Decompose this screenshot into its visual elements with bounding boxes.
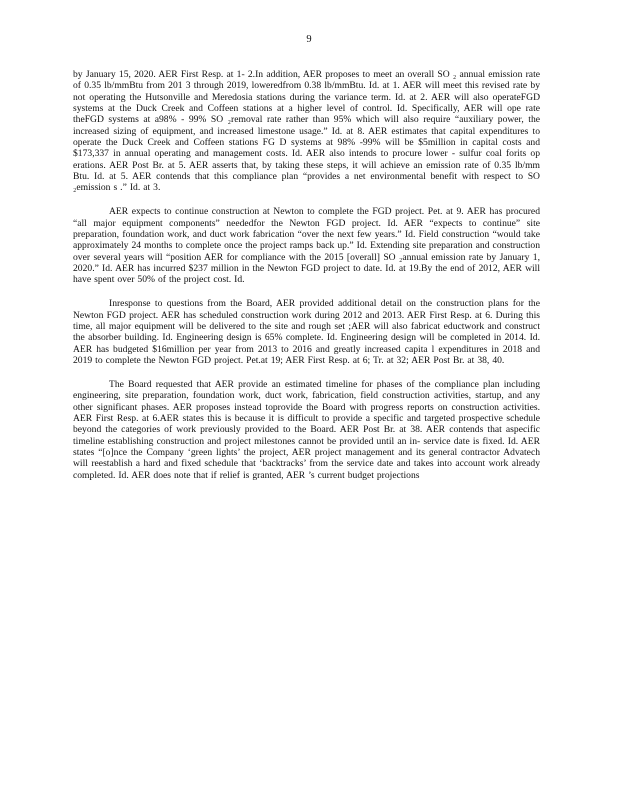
paragraph-1: by January 15, 2020. AER First Resp. at 1- 2.In addition, AER proposes to meet an overall SO ₂ annual emission rate of 0.35 lb/mmBtu from 201 3 through 2019, loweredfrom 0.38 lb/mmBtu. Id. at 1. AER will meet this revised rate by not operating the Hutsonville and Meredosia stations during the variance term. Id. at 2. AER will also operateFGD systems at the Duck Creek and Coffeen stations at a higher level of control. Id. Specifically, AER will ope rate theFGD systems at a98% - 99% SO ₂removal rate rather than 95% which will also require “auxiliary power, the increased sizing of equipment, and increased limestone usage.” Id. at 8. AER estimates that capital expenditures to operate the Duck Creek and Coffeen stations FG D systems at 98% -99% will be $5million in capital costs and $173,337 in annual operating and management costs. Id. AER also intends to procure lower - sulfur coal forits op erations. AER Post Br. at 5. AER asserts that, by taking these steps, it will achieve an emission rate of 0.35 lb/mm Btu. Id. at 5. AER contends that this compliance plan “provides a net environmental benefit with respect to SO ₂emission s .” Id. at 3.: [73, 69, 540, 194]
paragraph-4: The Board requested that AER provide an estimated timeline for phases of the compliance plan including engineering, site preparation, foundation work, duct work, fabrication, field construction activities, startup, and any other significant phases. AER proposes instead toprovide the Board with progress reports on construction activities. AER First Resp. at 6.AER states this is because it is difficult to provide a specific and targeted prospective schedule beyond the categories of work previously provided to the Board. AER Post Br. at 38. AER contends that aspecific timeline establishing construction and project milestones cannot be provided until an in- service date is fixed. Id. AER states “[o]nce the Company ‘green lights’ the project, AER project management and its general contractor Advatech will reestablish a hard and fixed schedule that ‘backtracks’ from the service date and takes into account work already completed. Id. AER does note that if relief is granted, AER ’s current budget projections: [73, 379, 540, 481]
paragraph-2: AER expects to continue construction at Newton to complete the FGD project. Pet. at 9. AER has procured “all major equipment components” neededfor the Newton FGD project. Id. AER “expects to continue” site preparation, foundation work, and duct work fabrication “over the next few years.” Id. Field construction “would take approximately 24 months to complete once the project ramps back up.” Id. Extending site preparation and construction over several years will “position AER for compliance with the 2015 [overall] SO ₂annual emission rate by January 1, 2020.” Id. AER has incurred $237 million in the Newton FGD project to date. Id. at 19.By the end of 2012, AER will have spent over 50% of the project cost. Id.: [73, 206, 540, 286]
paragraph-3: Inresponse to questions from the Board, AER provided additional detail on the construction plans for the Newton FGD project. AER has scheduled construction work during 2012 and 2013. AER First Resp. at 6. During this time, all major equipment will be delivered to the site and rough set ;AER will also fabricat eductwork and construct the absorber building. Id. Engineering design is 65% complete. Id. Engineering design will be completed in 2014. Id. AER has budgeted $16million per year from 2013 to 2016 and greatly increased capita l expenditures in 2018 and 2019 to complete the Newton FGD project. Pet.at 19; AER First Resp. at 6; Tr. at 32; AER Post Br. at 38, 40.: [73, 298, 540, 367]
page-number: 9: [306, 34, 312, 45]
body-text: [73, 69, 540, 494]
